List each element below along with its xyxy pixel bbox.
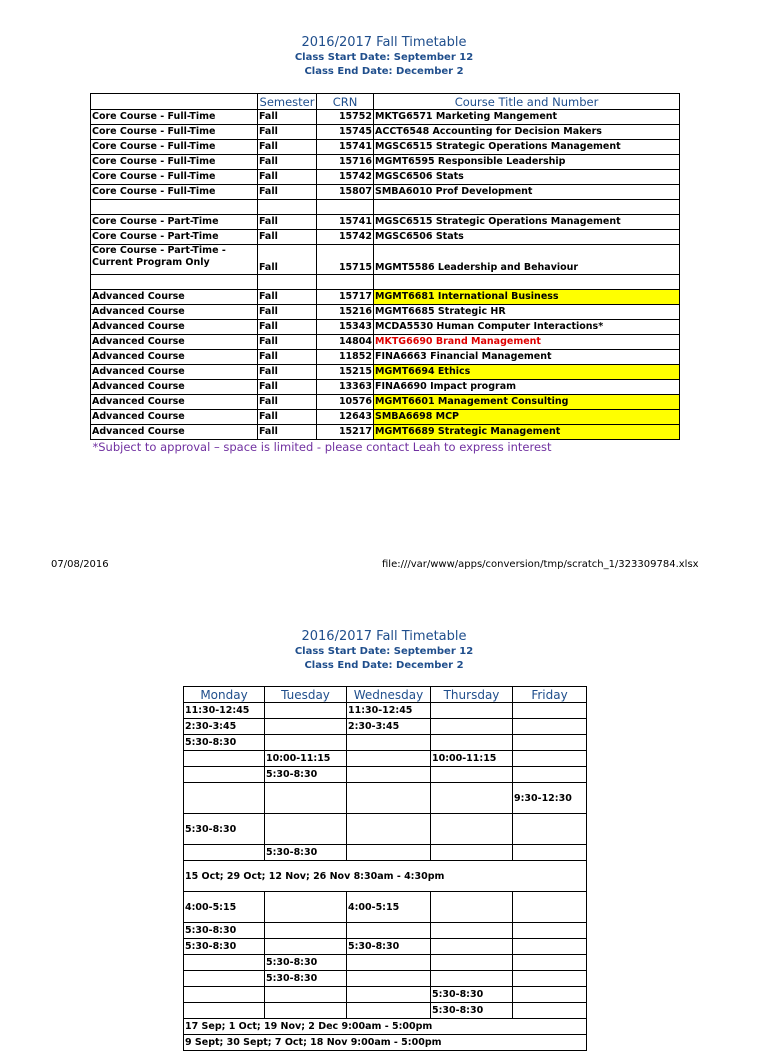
schedule-time-cell: [431, 955, 513, 971]
course-type-cell: Core Course - Full-Time: [91, 170, 258, 185]
schedule-time-cell: [265, 987, 347, 1003]
schedule-time-cell: [184, 955, 265, 971]
course-row: [91, 395, 680, 410]
schedule-row: [184, 923, 587, 939]
schedule-time-cell: 5:30-8:30: [347, 939, 431, 955]
semester-cell: Fall: [258, 110, 317, 125]
schedule-time-cell: 5:30-8:30: [265, 955, 347, 971]
semester-cell: Fall: [258, 380, 317, 395]
course-type-cell: Advanced Course: [91, 290, 258, 305]
schedule-time-cell: [347, 845, 431, 861]
schedule-time-cell: 4:00-5:15: [347, 892, 431, 923]
schedule-time-cell: [431, 923, 513, 939]
schedule-row: [184, 845, 587, 861]
schedule-time-cell: [513, 703, 587, 719]
schedule-time-cell: [513, 987, 587, 1003]
note-row: [91, 440, 680, 455]
schedule-time-cell: [347, 987, 431, 1003]
course-type-cell: Advanced Course: [91, 335, 258, 350]
schedule-time-cell: [347, 955, 431, 971]
courses-header-row: [91, 94, 680, 110]
schedule-row: [184, 719, 587, 735]
course-title-cell: FINA6690 Impact program: [374, 380, 680, 395]
schedule-time-cell: [184, 751, 265, 767]
semester-cell: Fall: [258, 125, 317, 140]
course-type-cell: Core Course - Part-Time - Current Program Only: [91, 245, 258, 275]
course-type-cell: Advanced Course: [91, 410, 258, 425]
course-type-cell: Advanced Course: [91, 320, 258, 335]
semester-cell: Fall: [258, 425, 317, 440]
schedule-time-cell: [431, 783, 513, 814]
schedule-row: [184, 814, 587, 845]
schedule-time-cell: 5:30-8:30: [431, 1003, 513, 1019]
schedule-row: [184, 767, 587, 783]
schedule-time-cell: [347, 783, 431, 814]
schedule-time-cell: 5:30-8:30: [184, 939, 265, 955]
crn-cell: 15752: [317, 110, 374, 125]
course-type-cell: Core Course - Full-Time: [91, 140, 258, 155]
schedule-time-cell: 11:30-12:45: [184, 703, 265, 719]
crn-cell: 11852: [317, 350, 374, 365]
schedule-header-row: [184, 687, 587, 703]
course-title-cell: SMBA6010 Prof Development: [374, 185, 680, 200]
schedule-time-cell: 10:00-11:15: [265, 751, 347, 767]
course-title-cell: MGMT6681 International Business: [374, 290, 680, 305]
schedule-row: [184, 892, 587, 923]
course-type-cell: Advanced Course: [91, 305, 258, 320]
schedule-time-cell: [513, 751, 587, 767]
crn-cell: 15807: [317, 185, 374, 200]
schedule-time-cell: [265, 719, 347, 735]
schedule-row: [184, 971, 587, 987]
semester-cell: Fall: [258, 245, 317, 275]
crn-cell: 12643: [317, 410, 374, 425]
class-start-date: Class Start Date: September 12: [294, 52, 474, 63]
course-row: [91, 410, 680, 425]
schedule-time-cell: [431, 719, 513, 735]
semester-cell: Fall: [258, 140, 317, 155]
footer-date: 07/08/2016: [51, 559, 109, 570]
course-row: [91, 170, 680, 185]
schedule-time-cell: 2:30-3:45: [184, 719, 265, 735]
col-course-type: [91, 94, 258, 110]
course-type-cell: Core Course - Full-Time: [91, 125, 258, 140]
course-row: [91, 305, 680, 320]
course-row: [91, 215, 680, 230]
col-friday: Friday: [513, 687, 587, 703]
footer-file-path: file:///var/www/apps/conversion/tmp/scratch_1/323309784.xlsx: [382, 559, 699, 570]
semester-cell: Fall: [258, 170, 317, 185]
schedule-time-cell: [184, 767, 265, 783]
schedule-time-cell: 9:30-12:30: [513, 783, 587, 814]
schedule-time-cell: [513, 719, 587, 735]
course-title-cell: [374, 275, 680, 290]
course-type-cell: Advanced Course: [91, 365, 258, 380]
schedule-time-cell: [265, 783, 347, 814]
course-title-cell: MGMT6595 Responsible Leadership: [374, 155, 680, 170]
schedule-time-cell: 11:30-12:45: [347, 703, 431, 719]
schedule-time-cell: [347, 751, 431, 767]
schedule-table: [183, 686, 587, 1051]
course-row: [91, 380, 680, 395]
approval-note: *Subject to approval – space is limited - please contact Leah to express interest: [92, 440, 552, 454]
course-row: [91, 125, 680, 140]
schedule-time-cell: [184, 783, 265, 814]
schedule-row: [184, 1003, 587, 1019]
semester-cell: Fall: [258, 320, 317, 335]
course-row: [91, 185, 680, 200]
schedule-row: [184, 751, 587, 767]
col-thursday: Thursday: [431, 687, 513, 703]
schedule-time-cell: [513, 735, 587, 751]
schedule-time-cell: 4:00-5:15: [184, 892, 265, 923]
course-title-cell: MCDA5530 Human Computer Interactions*: [374, 320, 680, 335]
col-monday: Monday: [184, 687, 265, 703]
course-row: [91, 290, 680, 305]
schedule-time-cell: [347, 923, 431, 939]
page-header-2: [0, 629, 768, 673]
schedule-time-cell: [513, 955, 587, 971]
course-title-cell: MGSC6515 Strategic Operations Management: [374, 215, 680, 230]
schedule-row: [184, 735, 587, 751]
timetable-title: 2016/2017 Fall Timetable: [301, 35, 467, 50]
schedule-time-cell: 5:30-8:30: [184, 923, 265, 939]
course-title-cell: [374, 200, 680, 215]
course-title-cell: FINA6663 Financial Management: [374, 350, 680, 365]
course-title-cell: MGSC6506 Stats: [374, 230, 680, 245]
course-row: [91, 110, 680, 125]
schedule-row: [184, 1019, 587, 1035]
semester-cell: Fall: [258, 365, 317, 380]
course-title-cell: MGSC6506 Stats: [374, 170, 680, 185]
schedule-time-cell: [431, 939, 513, 955]
schedule-row: [184, 939, 587, 955]
course-row: [91, 365, 680, 380]
schedule-row: [184, 861, 587, 892]
schedule-time-cell: [513, 1003, 587, 1019]
schedule-time-cell: [347, 767, 431, 783]
crn-cell: 15716: [317, 155, 374, 170]
course-row: [91, 320, 680, 335]
schedule-time-cell: [431, 814, 513, 845]
semester-cell: [258, 275, 317, 290]
schedule-time-cell: [347, 735, 431, 751]
schedule-time-cell: [513, 767, 587, 783]
crn-cell: 15741: [317, 215, 374, 230]
schedule-time-cell: [513, 814, 587, 845]
schedule-time-cell: [265, 703, 347, 719]
course-row: [91, 230, 680, 245]
course-row: [91, 245, 680, 275]
schedule-time-cell: [513, 892, 587, 923]
schedule-time-cell: [513, 845, 587, 861]
schedule-time-cell: [184, 971, 265, 987]
class-end-date-2: Class End Date: December 2: [304, 660, 464, 671]
semester-cell: Fall: [258, 335, 317, 350]
course-title-cell: MGSC6515 Strategic Operations Management: [374, 140, 680, 155]
col-semester: Semester: [258, 94, 317, 110]
crn-cell: 10576: [317, 395, 374, 410]
course-title-cell: SMBA6698 MCP: [374, 410, 680, 425]
schedule-time-cell: [513, 923, 587, 939]
schedule-time-cell: [184, 845, 265, 861]
course-title-cell: MGMT6601 Management Consulting: [374, 395, 680, 410]
course-row: [91, 335, 680, 350]
course-type-cell: Advanced Course: [91, 380, 258, 395]
course-type-cell: Core Course - Full-Time: [91, 110, 258, 125]
crn-cell: 15715: [317, 245, 374, 275]
course-row: [91, 275, 680, 290]
schedule-time-cell: [184, 987, 265, 1003]
semester-cell: Fall: [258, 155, 317, 170]
schedule-time-cell: 2:30-3:45: [347, 719, 431, 735]
schedule-time-cell: 5:30-8:30: [431, 987, 513, 1003]
crn-cell: 15717: [317, 290, 374, 305]
schedule-time-cell: [184, 1003, 265, 1019]
schedule-time-cell: 5:30-8:30: [265, 971, 347, 987]
schedule-row: [184, 1035, 587, 1051]
course-title-cell: MGMT6685 Strategic HR: [374, 305, 680, 320]
schedule-row: [184, 783, 587, 814]
courses-table: [90, 93, 680, 454]
semester-cell: Fall: [258, 230, 317, 245]
course-type-cell: [91, 275, 258, 290]
schedule-time-cell: [265, 814, 347, 845]
crn-cell: 15215: [317, 365, 374, 380]
course-title-cell: MGMT6689 Strategic Management: [374, 425, 680, 440]
course-type-cell: Advanced Course: [91, 350, 258, 365]
crn-cell: 15343: [317, 320, 374, 335]
course-title-cell: MKTG6571 Marketing Mangement: [374, 110, 680, 125]
schedule-time-cell: [431, 845, 513, 861]
semester-cell: [258, 200, 317, 215]
course-type-cell: Core Course - Part-Time: [91, 215, 258, 230]
class-end-date: Class End Date: December 2: [304, 66, 464, 77]
schedule-time-cell: [265, 892, 347, 923]
schedule-time-cell: [513, 971, 587, 987]
col-course-title: Course Title and Number: [374, 94, 680, 110]
crn-cell: [317, 275, 374, 290]
schedule-time-cell: 5:30-8:30: [184, 735, 265, 751]
schedule-row: [184, 703, 587, 719]
schedule-row: [184, 987, 587, 1003]
course-row: [91, 140, 680, 155]
course-row: [91, 155, 680, 170]
semester-cell: Fall: [258, 290, 317, 305]
crn-cell: 15217: [317, 425, 374, 440]
semester-cell: Fall: [258, 350, 317, 365]
crn-cell: 15745: [317, 125, 374, 140]
schedule-time-cell: [431, 892, 513, 923]
course-title-cell: MKTG6690 Brand Management: [374, 335, 680, 350]
crn-cell: 15216: [317, 305, 374, 320]
col-tuesday: Tuesday: [265, 687, 347, 703]
schedule-time-cell: [431, 703, 513, 719]
course-type-cell: Advanced Course: [91, 395, 258, 410]
schedule-dates-cell: 9 Sept; 30 Sept; 7 Oct; 18 Nov 9:00am - 5:00pm: [184, 1035, 587, 1051]
semester-cell: Fall: [258, 215, 317, 230]
schedule-time-cell: [431, 767, 513, 783]
schedule-time-cell: [513, 939, 587, 955]
class-start-date-2: Class Start Date: September 12: [294, 646, 474, 657]
crn-cell: 14804: [317, 335, 374, 350]
semester-cell: Fall: [258, 185, 317, 200]
schedule-time-cell: [347, 971, 431, 987]
course-row: [91, 350, 680, 365]
course-type-cell: Core Course - Part-Time: [91, 230, 258, 245]
crn-cell: 15742: [317, 230, 374, 245]
schedule-time-cell: [431, 735, 513, 751]
schedule-time-cell: 5:30-8:30: [265, 767, 347, 783]
schedule-time-cell: [265, 1003, 347, 1019]
col-wednesday: Wednesday: [347, 687, 431, 703]
semester-cell: Fall: [258, 305, 317, 320]
crn-cell: [317, 200, 374, 215]
schedule-dates-cell: 15 Oct; 29 Oct; 12 Nov; 26 Nov 8:30am - 4:30pm: [184, 861, 587, 892]
semester-cell: Fall: [258, 395, 317, 410]
crn-cell: 15742: [317, 170, 374, 185]
schedule-time-cell: 5:30-8:30: [184, 814, 265, 845]
schedule-dates-cell: 17 Sep; 1 Oct; 19 Nov; 2 Dec 9:00am - 5:00pm: [184, 1019, 587, 1035]
schedule-time-cell: 5:30-8:30: [265, 845, 347, 861]
schedule-time-cell: [265, 923, 347, 939]
course-row: [91, 425, 680, 440]
schedule-time-cell: [347, 1003, 431, 1019]
page-header: [0, 35, 768, 79]
course-type-cell: [91, 200, 258, 215]
schedule-time-cell: 10:00-11:15: [431, 751, 513, 767]
course-type-cell: Core Course - Full-Time: [91, 185, 258, 200]
course-title-cell: MGMT5586 Leadership and Behaviour: [374, 245, 680, 275]
semester-cell: Fall: [258, 410, 317, 425]
crn-cell: 15741: [317, 140, 374, 155]
course-type-cell: Core Course - Full-Time: [91, 155, 258, 170]
course-title-cell: MGMT6694 Ethics: [374, 365, 680, 380]
timetable-title-2: 2016/2017 Fall Timetable: [301, 629, 467, 644]
schedule-time-cell: [431, 971, 513, 987]
crn-cell: 13363: [317, 380, 374, 395]
schedule-time-cell: [265, 735, 347, 751]
col-crn: CRN: [317, 94, 374, 110]
schedule-time-cell: [347, 814, 431, 845]
schedule-time-cell: [265, 939, 347, 955]
schedule-row: [184, 955, 587, 971]
course-type-cell: Advanced Course: [91, 425, 258, 440]
course-row: [91, 200, 680, 215]
course-title-cell: ACCT6548 Accounting for Decision Makers: [374, 125, 680, 140]
